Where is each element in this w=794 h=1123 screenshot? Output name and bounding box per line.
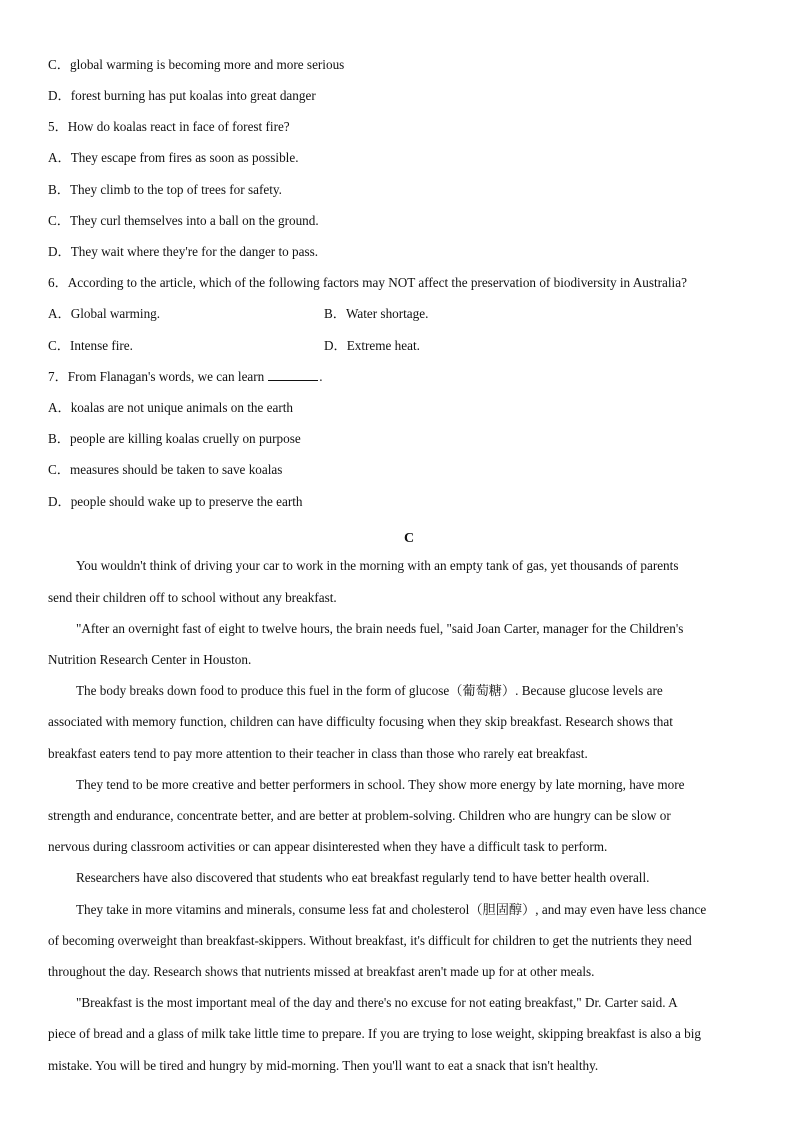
q6-stem: 6．According to the article, which of the following factors may NOT affect the preservation of biodiversity in Australia? (48, 275, 687, 290)
q5-stem: 5．How do koalas react in face of forest fire? (48, 119, 290, 134)
passage-line: "Breakfast is the most important meal of the day and there's no excuse for not eating breakfast," Dr. Carter said. A (76, 995, 678, 1010)
passage-heading: C (403, 531, 415, 546)
q6-option-d: D．Extreme heat. (324, 338, 420, 353)
passage-line: strength and endurance, concentrate better, and are better at problem-solving. Children who are hungry can be slow or (48, 808, 671, 823)
passage-line: Nutrition Research Center in Houston. (48, 652, 252, 667)
q7-option-b: B．people are killing koalas cruelly on purpose (48, 431, 301, 446)
q7-stem-end: . (319, 369, 323, 384)
q4-option-c: C．global warming is becoming more and more serious (48, 57, 345, 72)
passage-line: You wouldn't think of driving your car to work in the morning with an empty tank of gas, yet thousands of parents (76, 558, 679, 573)
passage-line: breakfast eaters tend to pay more attention to their teacher in class than those who rarely eat breakfast. (48, 746, 588, 761)
passage-line: Researchers have also discovered that students who eat breakfast regularly tend to have better health overall. (76, 870, 650, 885)
q5-option-c: C．They curl themselves into a ball on the ground. (48, 213, 319, 228)
passage-line: The body breaks down food to produce this fuel in the form of glucose（葡萄糖）. Because glucose levels are (76, 683, 663, 698)
passage-line: They tend to be more creative and better performers in school. They show more energy by late morning, have more (76, 777, 685, 792)
passage-line: "After an overnight fast of eight to twelve hours, the brain needs fuel, "said Joan Carter, manager for the Children's (76, 621, 684, 636)
q7-stem (48, 369, 323, 385)
passage-line: piece of bread and a glass of milk take little time to prepare. If you are trying to lose weight, skipping breakfast is also a big (48, 1026, 701, 1041)
q5-option-a: A．They escape from fires as soon as possible. (48, 150, 299, 165)
q7-option-c: C．measures should be taken to save koalas (48, 462, 283, 477)
q6-option-a: A．Global warming. (48, 306, 161, 321)
passage-line: send their children off to school without any breakfast. (48, 590, 337, 605)
passage-line: They take in more vitamins and minerals, consume less fat and cholesterol（胆固醇）, and may even have less chance (76, 902, 707, 917)
passage-line: of becoming overweight than breakfast-skippers. Without breakfast, it's difficult for children to get the nutrients they need (48, 933, 692, 948)
q7-option-a: A．koalas are not unique animals on the earth (48, 400, 293, 415)
passage-line: mistake. You will be tired and hungry by mid-morning. Then you'll want to eat a snack that isn't healthy. (48, 1058, 599, 1073)
passage-line: throughout the day. Research shows that nutrients missed at breakfast aren't made up for at other meals. (48, 964, 595, 979)
q6-option-c: C．Intense fire. (48, 338, 133, 353)
answer-blank (268, 369, 318, 381)
q7-stem-text: 7．From Flanagan's words, we can learn (48, 369, 265, 384)
passage-line: associated with memory function, children can have difficulty focusing when they skip breakfast. Research shows that (48, 714, 673, 729)
q5-option-d: D．They wait where they're for the danger to pass. (48, 244, 319, 259)
q5-option-b: B．They climb to the top of trees for safety. (48, 182, 282, 197)
q7-option-d: D．people should wake up to preserve the earth (48, 494, 303, 509)
q4-option-d: D．forest burning has put koalas into great danger (48, 88, 316, 103)
passage-line: nervous during classroom activities or can appear disinterested when they have a difficult task to perform. (48, 839, 608, 854)
q6-option-b: B．Water shortage. (324, 306, 429, 321)
